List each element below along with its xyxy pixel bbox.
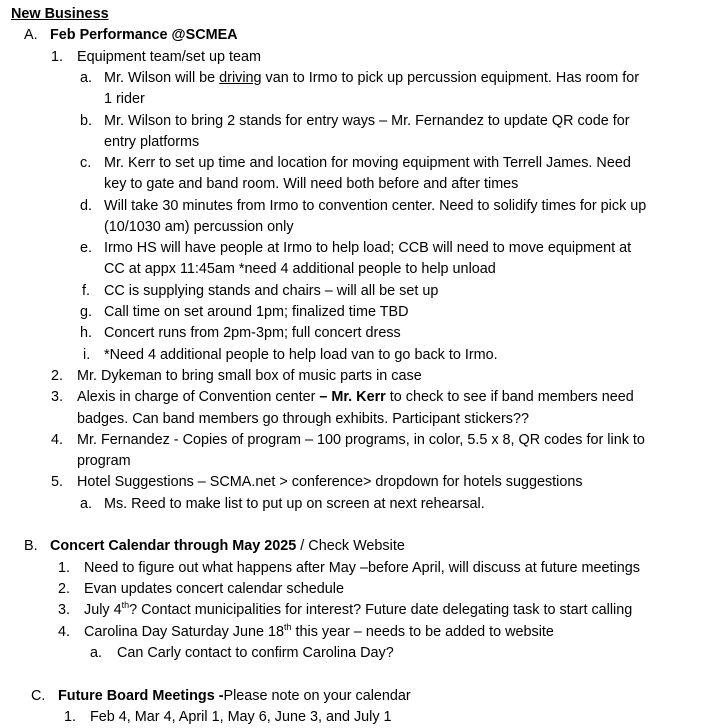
b2-number: 2. (58, 581, 71, 597)
section-a-label: A. (24, 27, 38, 43)
a1e-label: e. (80, 240, 93, 256)
b3-text: July 4th? Contact municipalities for interest? Future date delegating task to start calling (84, 600, 633, 618)
a1g-label: g. (80, 304, 93, 320)
a1b-label: b. (80, 113, 93, 129)
mr-kerr-bold: – Mr. Kerr (319, 389, 386, 405)
a1e-text-line2: CC at appx 11:45am *need 4 additional people to help unload (104, 261, 496, 277)
a1i-label: i. (83, 347, 91, 363)
a3-text-line2: badges. Can band members go through exhibits. Participant stickers?? (77, 411, 529, 427)
a3-text-line1: Alexis in charge of Convention center – Mr. Kerr to check to see if band members need (77, 389, 634, 405)
a5-number: 5. (51, 474, 64, 490)
a1a-label: a. (80, 70, 93, 86)
b4a-label: a. (90, 645, 103, 661)
section-c-title: Future Board Meetings -Please note on your calendar (58, 688, 411, 704)
a1f-text: CC is supplying stands and chairs – will all be set up (104, 283, 439, 299)
a5a-text: Ms. Reed to make list to put up on screen at next rehearsal. (104, 496, 485, 512)
section-b-title: Concert Calendar through May 2025 / Check Website (50, 538, 405, 554)
a1a-text-line2: 1 rider (104, 91, 145, 107)
a3-number: 3. (51, 389, 64, 405)
a5a-label: a. (80, 496, 93, 512)
a4-text-line1: Mr. Fernandez - Copies of program – 100 programs, in color, 5.5 x 8, QR codes for link to (77, 432, 645, 448)
b1-number: 1. (58, 560, 71, 576)
driving-underlined: driving (219, 70, 262, 86)
c1-number: 1. (64, 709, 77, 725)
a1-text: Equipment team/set up team (77, 49, 261, 65)
b4-number: 4. (58, 624, 71, 640)
b4-text: Carolina Day Saturday June 18th this year – needs to be added to website (84, 622, 554, 640)
b4a-text: Can Carly contact to confirm Carolina Day? (117, 645, 394, 661)
a1b-text-line1: Mr. Wilson to bring 2 stands for entry ways – Mr. Fernandez to update QR code for (104, 113, 630, 129)
section-a-title: Feb Performance @SCMEA (50, 27, 238, 43)
a5-text: Hotel Suggestions – SCMA.net > conference> dropdown for hotels suggestions (77, 474, 583, 490)
b3-number: 3. (58, 602, 71, 618)
a1d-text-line2: (10/1030 am) percussion only (104, 219, 294, 235)
a2-text: Mr. Dykeman to bring small box of music parts in case (77, 368, 422, 384)
b2-text: Evan updates concert calendar schedule (84, 581, 345, 597)
a4-text-line2: program (77, 453, 131, 469)
a1a-text-line1: Mr. Wilson will be driving van to Irmo to pick up percussion equipment. Has room for (104, 70, 640, 86)
a1f-label: f. (82, 283, 90, 299)
a1i-text: *Need 4 additional people to help load van to go back to Irmo. (104, 347, 498, 363)
a1h-text: Concert runs from 2pm-3pm; full concert dress (104, 325, 401, 341)
a1d-text-line1: Will take 30 minutes from Irmo to convention center. Need to solidify times for pick up (104, 198, 647, 214)
a1-number: 1. (51, 49, 64, 65)
c1-text: Feb 4, Mar 4, April 1, May 6, June 3, and July 1 (90, 709, 392, 725)
a1c-label: c. (80, 155, 92, 171)
section-b-label: B. (24, 538, 38, 554)
section-c-label: C. (31, 688, 46, 704)
b1-text: Need to figure out what happens after May –before April, will discuss at future meetings (84, 560, 640, 576)
a1e-text-line1: Irmo HS will have people at Irmo to help load; CCB will need to move equipment at (104, 240, 632, 256)
a1d-label: d. (80, 198, 93, 214)
a1g-text: Call time on set around 1pm; finalized time TBD (104, 304, 409, 320)
a1h-label: h. (80, 325, 93, 341)
a1c-text-line1: Mr. Kerr to set up time and location for moving equipment with Terrell James. Need (104, 155, 631, 171)
section-heading: New Business (11, 6, 109, 22)
a4-number: 4. (51, 432, 64, 448)
a1c-text-line2: key to gate and band room. Will need both before and after times (104, 176, 519, 192)
a1b-text-line2: entry platforms (104, 134, 200, 150)
a2-number: 2. (51, 368, 64, 384)
